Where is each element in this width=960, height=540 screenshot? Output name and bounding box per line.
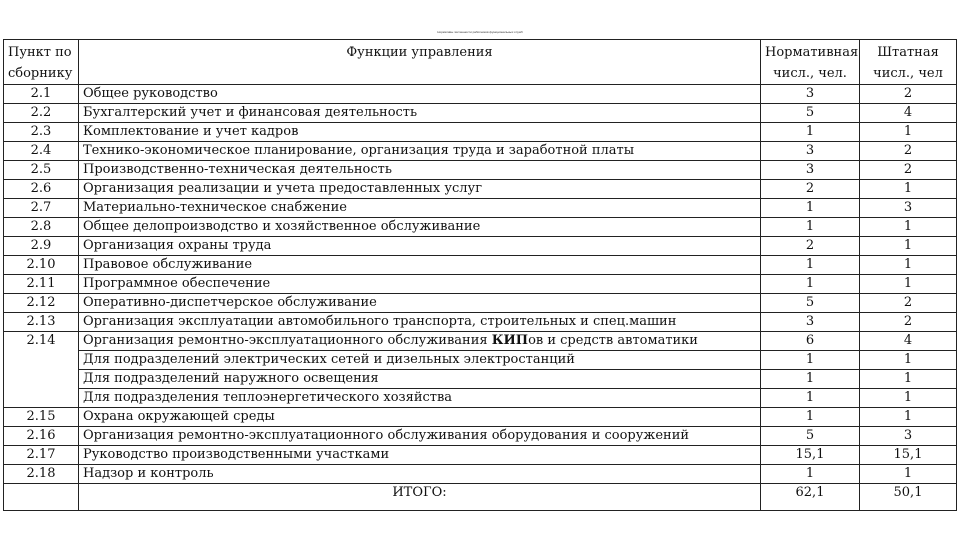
row-item: 2.17 [4, 446, 79, 465]
row-norm: 5 [761, 294, 860, 313]
row-function: Материально-техническое снабжение [79, 199, 761, 218]
row-staff: 1 [860, 218, 957, 237]
row-function: Комплектование и учет кадров [79, 123, 761, 142]
row-item: 2.5 [4, 161, 79, 180]
row-function: Организация реализации и учета предоставленных услуг [79, 180, 761, 199]
row-item: 2.8 [4, 218, 79, 237]
table-subrow [4, 370, 957, 389]
row-item: 2.4 [4, 142, 79, 161]
subrow-function: Для подразделений электрических сетей и дизельных электростанций [79, 351, 761, 370]
row-staff: 2 [860, 85, 957, 104]
total-empty-cell [4, 484, 79, 511]
row-staff: 1 [860, 275, 957, 294]
row-norm: 1 [761, 465, 860, 484]
row-norm: 1 [761, 123, 860, 142]
total-row [4, 484, 957, 511]
row-item: 2.12 [4, 294, 79, 313]
row-function-part: Организация ремонтно-эксплуатационного обслуживания [83, 333, 492, 348]
table-row [4, 237, 957, 256]
row-norm: 1 [761, 275, 860, 294]
table-row [4, 161, 957, 180]
row-staff: 4 [860, 332, 957, 351]
row-item: 2.7 [4, 199, 79, 218]
row-function: Программное обеспечение [79, 275, 761, 294]
row-staff: 1 [860, 256, 957, 275]
row-norm: 15,1 [761, 446, 860, 465]
total-norm: 62,1 [761, 484, 860, 511]
subrow-staff: 1 [860, 370, 957, 389]
row-staff: 3 [860, 199, 957, 218]
subrow-norm: 1 [761, 351, 860, 370]
row-norm: 2 [761, 180, 860, 199]
row-norm: 1 [761, 256, 860, 275]
header-item: Пункт по сборнику [4, 40, 79, 85]
subrow-staff: 1 [860, 351, 957, 370]
subrow-norm: 1 [761, 370, 860, 389]
row-norm: 3 [761, 313, 860, 332]
table-row [4, 446, 957, 465]
row-function: Организация эксплуатации автомобильного транспорта, строительных и спец.машин [79, 313, 761, 332]
total-staff: 50,1 [860, 484, 957, 511]
row-staff: 2 [860, 294, 957, 313]
row-norm: 5 [761, 427, 860, 446]
header-normative: Нормативная числ., чел. [761, 40, 860, 85]
row-norm: 3 [761, 85, 860, 104]
row-norm: 3 [761, 142, 860, 161]
row-norm: 1 [761, 218, 860, 237]
row-function: Охрана окружающей среды [79, 408, 761, 427]
row-item: 2.11 [4, 275, 79, 294]
row-function: Оперативно-диспетчерское обслуживание [79, 294, 761, 313]
row-item: 2.14 [4, 332, 79, 408]
row-staff: 1 [860, 408, 957, 427]
row-function: Руководство производственными участками [79, 446, 761, 465]
table-row [4, 313, 957, 332]
row-item: 2.2 [4, 104, 79, 123]
row-function: Бухгалтерский учет и финансовая деятельность [79, 104, 761, 123]
row-staff: 1 [860, 465, 957, 484]
row-function: Производственно-техническая деятельность [79, 161, 761, 180]
row-staff: 4 [860, 104, 957, 123]
document-title: Нормативы численности работников функциональных служб [437, 30, 523, 34]
table-row [4, 218, 957, 237]
header-staff: Штатная числ., чел [860, 40, 957, 85]
table-row [4, 104, 957, 123]
total-label: ИТОГО: [79, 484, 761, 511]
table-row [4, 142, 957, 161]
table-row [4, 332, 957, 351]
row-function-abbrev: КИП [491, 333, 529, 348]
row-item: 2.15 [4, 408, 79, 427]
row-staff: 1 [860, 237, 957, 256]
table-subrow [4, 351, 957, 370]
row-item: 2.1 [4, 85, 79, 104]
row-staff: 1 [860, 180, 957, 199]
row-item: 2.6 [4, 180, 79, 199]
table-row [4, 427, 957, 446]
row-function [79, 332, 761, 351]
staffing-table [3, 39, 957, 511]
row-item: 2.13 [4, 313, 79, 332]
row-staff: 2 [860, 313, 957, 332]
table-subrow [4, 389, 957, 408]
row-item: 2.3 [4, 123, 79, 142]
table-row [4, 465, 957, 484]
table-row [4, 180, 957, 199]
row-norm: 6 [761, 332, 860, 351]
row-staff: 3 [860, 427, 957, 446]
table-row [4, 123, 957, 142]
row-function: Правовое обслуживание [79, 256, 761, 275]
subrow-norm: 1 [761, 389, 860, 408]
row-staff: 1 [860, 123, 957, 142]
table-row [4, 275, 957, 294]
row-function: Общее делопроизводство и хозяйственное обслуживание [79, 218, 761, 237]
row-item: 2.18 [4, 465, 79, 484]
row-item: 2.10 [4, 256, 79, 275]
row-function: Организация ремонтно-эксплуатационного обслуживания оборудования и сооружений [79, 427, 761, 446]
row-norm: 5 [761, 104, 860, 123]
row-function: Технико-экономическое планирование, организация труда и заработной платы [79, 142, 761, 161]
table-row [4, 85, 957, 104]
subrow-function: Для подразделения теплоэнергетического хозяйства [79, 389, 761, 408]
table-header-row [4, 40, 957, 85]
row-staff: 15,1 [860, 446, 957, 465]
row-norm: 3 [761, 161, 860, 180]
table-row [4, 256, 957, 275]
header-functions: Функции управления [79, 40, 761, 85]
table-row [4, 199, 957, 218]
row-function: Организация охраны труда [79, 237, 761, 256]
table-row [4, 294, 957, 313]
table-row [4, 408, 957, 427]
row-item: 2.9 [4, 237, 79, 256]
row-norm: 1 [761, 199, 860, 218]
row-norm: 1 [761, 408, 860, 427]
row-staff: 2 [860, 142, 957, 161]
row-item: 2.16 [4, 427, 79, 446]
row-staff: 2 [860, 161, 957, 180]
row-function-part: ов и средств автоматики [528, 333, 698, 348]
row-function: Надзор и контроль [79, 465, 761, 484]
row-norm: 2 [761, 237, 860, 256]
subrow-staff: 1 [860, 389, 957, 408]
row-function: Общее руководство [79, 85, 761, 104]
subrow-function: Для подразделений наружного освещения [79, 370, 761, 389]
